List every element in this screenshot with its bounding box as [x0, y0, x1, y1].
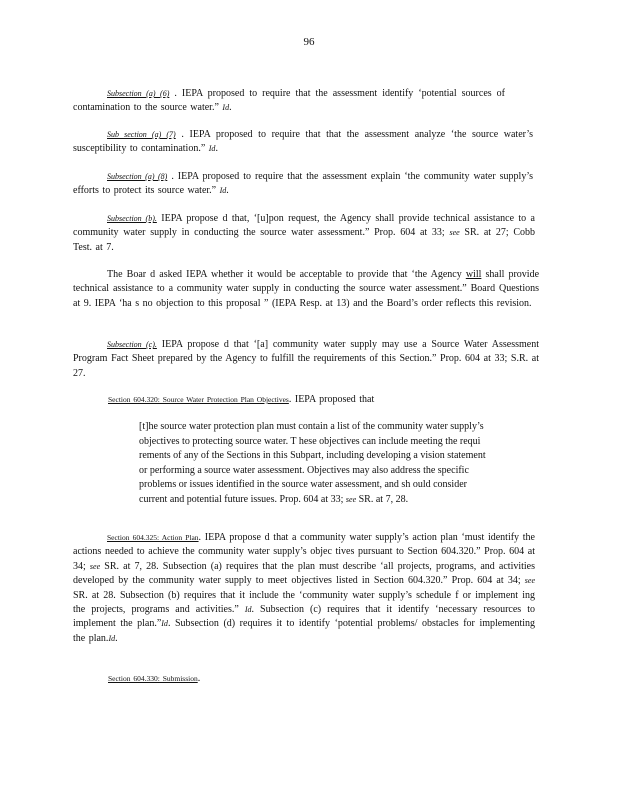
paragraph-subsection-a6 [73, 87, 505, 116]
paragraph-subsection-a8 [73, 170, 533, 199]
paragraph-text: . IEPA proposed to require that that the assessment analyze ‘the source water’s susceptibility to contamination.” [73, 129, 534, 155]
paragraph-text: . Subsection (c) requires that it identify ‘necessary resources to implement the plan.” [73, 604, 535, 630]
section-604-320 [108, 393, 528, 407]
citation: Id [108, 633, 116, 643]
paragraph-text: IEPA propose d that ‘[a] community water supply may use a Source Water Assessment Program Fact Sheet prepared by the Agency to fulfill the requirements of this Section.” Prop. 604 at 33; S.R. at 27. [73, 339, 540, 379]
paragraph-tail: . [115, 632, 118, 644]
paragraph-board-question [73, 268, 539, 311]
section-604-325 [73, 531, 535, 646]
paragraph-text: SR. at 7, 28. Subsection (a) requires that the plan must describe ‘all projects, programs, and activities developed by the community water supply to meet objectives listed in Section 604.320.” Prop. 604 at 34; [73, 560, 536, 587]
subsection-heading: Sub section (a) (7) [107, 130, 176, 139]
see-signal: see [345, 494, 357, 504]
paragraph-subsection-a7 [73, 128, 533, 157]
block-quote [139, 420, 495, 507]
section-intro: . IEPA proposed that [288, 394, 375, 405]
paragraph-text: The Boar d asked IEPA whether it would be acceptable to provide that ‘the Agency [107, 269, 462, 280]
paragraph-text: . IEPA propose d that a community water supply’s action plan ‘must identify the actions needed to achieve the community water supply’s objec tives pursuant to Section 604.320.” Prop. 604 at 34; [73, 532, 535, 572]
paragraph-text: SR. at 28. Subsection (b) requires that it include the ‘community water supply’s schedule f or implement ing the projects, programs and activities.” [73, 589, 535, 616]
citation: Id [219, 186, 227, 196]
paragraph-tail: . [229, 102, 232, 114]
subsection-heading: Subsection (c). [107, 340, 157, 349]
paragraph-text: . IEPA proposed to require that the assessment explain ‘the community water supply’s efforts to protect its source water.” [73, 171, 533, 197]
section-tail: . [197, 673, 201, 684]
paragraph-tail: . [215, 143, 218, 155]
citation: Id [222, 103, 230, 113]
paragraph-text: . IEPA proposed to require that the assessment identify ‘potential sources of contamination to the source water.” [73, 88, 505, 114]
quote-tail: SR. at 7, 28. [358, 493, 409, 505]
see-signal: see [524, 576, 536, 586]
citation: Id [208, 144, 216, 154]
subsection-heading: Subsection (a) (6) [107, 89, 170, 98]
paragraph-text: . Subsection (d) requires it to identify ‘potential problems/ obstacles for implementing the plan. [73, 618, 535, 644]
paragraph-text-continued: shall provide technical assistance to a community water supply in conducting the source water assessment.” Board Questions at 9. IEPA ‘ha s no objection to this proposal ” (IEPA Resp. at 13) and the Board’s order reflects this revision. [73, 269, 540, 309]
paragraph-text: IEPA propose d that, ‘[u]pon request, the Agency shall provide technical assistance to a community water supply in conducting the source water assessment.” Prop. 604 at 33; [73, 213, 535, 239]
underlined-word: will [465, 269, 482, 280]
paragraph-subsection-b [73, 212, 535, 255]
paragraph-tail: . [226, 185, 229, 197]
subsection-heading: Subsection (b). [107, 214, 157, 223]
paragraph-subsection-c [73, 338, 539, 381]
citation: Id [161, 619, 168, 629]
section-heading: Section 604.320: Source Water Protection Plan Objectives [108, 395, 289, 404]
see-signal: see [89, 561, 101, 571]
quote-text: [t]he source water protection plan must contain a list of the community water supply’s objectives to protecting source water. T hese objectives can include meeting the requi rements of any of the Sections in this Subpart, including developing a vision statement or performing a source water assessment. Objectives may also address the specific problems or issues identified in the source water assessment, and sh ould consider current and potential future issues. Prop. 604 at 33; [139, 421, 486, 505]
see-signal: see [449, 228, 460, 238]
subsection-heading: Subsection (a) (8) [107, 172, 168, 181]
page-number: 96 [303, 36, 315, 48]
section-604-330 [108, 672, 408, 686]
section-heading: Section 604.325: Action Plan [107, 533, 199, 542]
paragraph-tail: SR. at 27; Cobb Test. at 7. [73, 227, 535, 253]
citation: Id [244, 605, 252, 615]
section-heading: Section 604.330: Submission [108, 674, 198, 683]
